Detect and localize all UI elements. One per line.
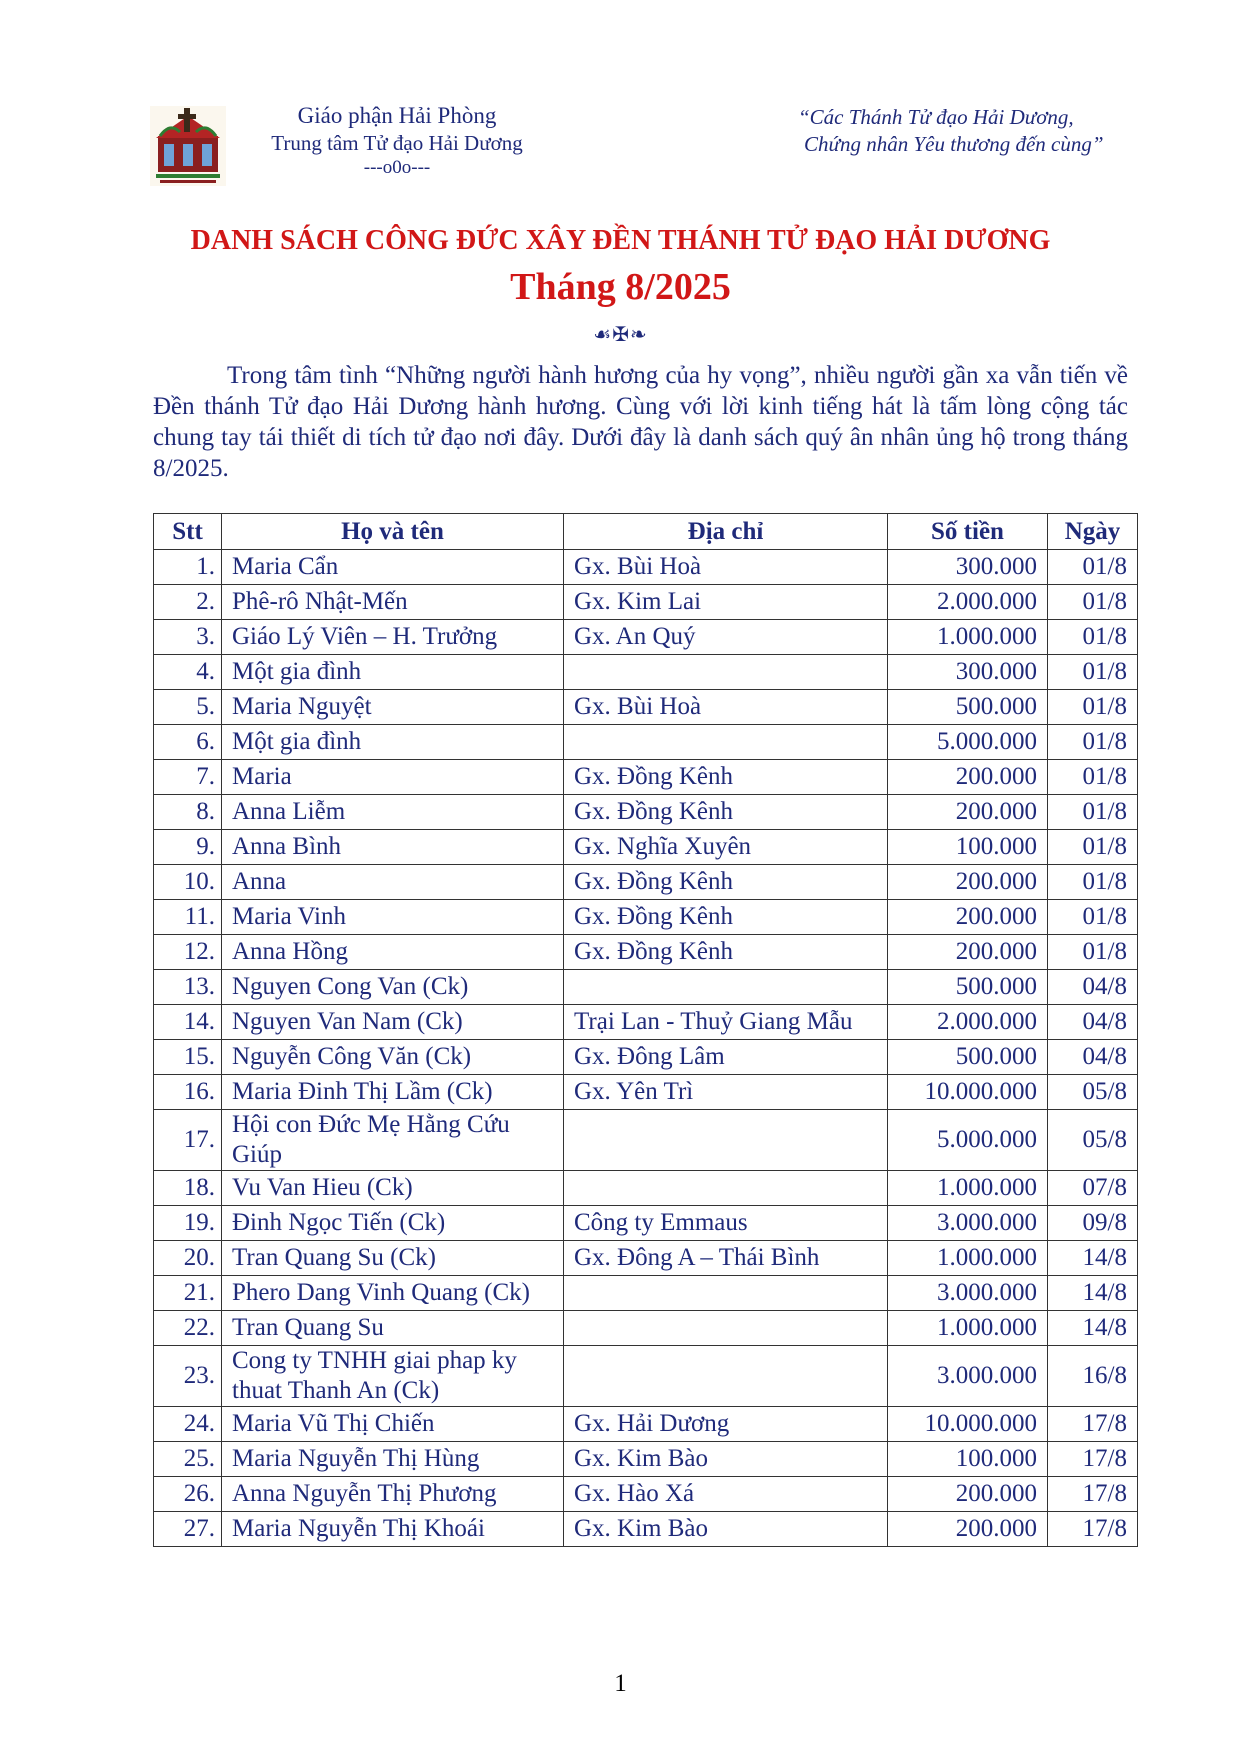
row-number: 27. — [154, 1512, 222, 1547]
donation-date: 01/8 — [1048, 585, 1138, 620]
donation-amount: 200.000 — [888, 1512, 1048, 1547]
table-row — [154, 935, 1138, 970]
donation-amount: 3.000.000 — [888, 1276, 1048, 1311]
donation-amount: 200.000 — [888, 865, 1048, 900]
row-number: 3. — [154, 620, 222, 655]
donation-date: 01/8 — [1048, 690, 1138, 725]
donor-address: Gx. Đông A – Thái Bình — [564, 1241, 888, 1276]
donation-date: 01/8 — [1048, 655, 1138, 690]
donor-name: Một gia đình — [222, 655, 564, 690]
row-number: 14. — [154, 1005, 222, 1040]
donation-amount: 5.000.000 — [888, 1110, 1048, 1171]
donor-address: Gx. Hào Xá — [564, 1477, 888, 1512]
donation-amount: 100.000 — [888, 830, 1048, 865]
table-row — [154, 690, 1138, 725]
donor-name: Anna Liễm — [222, 795, 564, 830]
row-number: 11. — [154, 900, 222, 935]
donation-amount: 200.000 — [888, 935, 1048, 970]
table-row — [154, 550, 1138, 585]
table-header-row — [154, 514, 1138, 550]
row-number: 16. — [154, 1075, 222, 1110]
donor-address: Gx. Hải Dương — [564, 1407, 888, 1442]
donor-address: Gx. Bùi Hoà — [564, 690, 888, 725]
donation-date: 04/8 — [1048, 1005, 1138, 1040]
donation-date: 01/8 — [1048, 550, 1138, 585]
donor-name: Đinh Ngọc Tiến (Ck) — [222, 1206, 564, 1241]
table-row — [154, 1005, 1138, 1040]
document-title: DANH SÁCH CÔNG ĐỨC XÂY ĐỀN THÁNH TỬ ĐẠO HẢI DƯƠNG — [190, 225, 1051, 256]
donor-name: Nguyễn Công Văn (Ck) — [222, 1040, 564, 1075]
donation-date: 01/8 — [1048, 795, 1138, 830]
table-row — [154, 1075, 1138, 1110]
table-row — [154, 1171, 1138, 1206]
donation-amount: 200.000 — [888, 795, 1048, 830]
donation-amount: 2.000.000 — [888, 1005, 1048, 1040]
donor-name: Nguyen Cong Van (Ck) — [222, 970, 564, 1005]
table-row — [154, 1512, 1138, 1547]
donor-address: Gx. Đồng Kênh — [564, 760, 888, 795]
table-row — [154, 620, 1138, 655]
header-organization — [150, 102, 550, 192]
row-number: 25. — [154, 1442, 222, 1477]
row-number: 18. — [154, 1171, 222, 1206]
donor-name: Phê-rô Nhật-Mến — [222, 585, 564, 620]
donor-rows — [154, 550, 1138, 1547]
donation-date: 17/8 — [1048, 1407, 1138, 1442]
donor-name: Maria Nguyễn Thị Khoái — [222, 1512, 564, 1547]
row-number: 10. — [154, 865, 222, 900]
header-name: Họ và tên — [222, 514, 564, 550]
donation-amount: 100.000 — [888, 1442, 1048, 1477]
ornament-divider: ☙✠❧ — [593, 324, 648, 346]
org-diocese: Giáo phận Hải Phòng — [297, 103, 497, 128]
donor-address — [564, 655, 888, 690]
donation-amount: 200.000 — [888, 760, 1048, 795]
table-row — [154, 1241, 1138, 1276]
table-row — [154, 725, 1138, 760]
donation-date: 05/8 — [1048, 1110, 1138, 1171]
donor-address: Gx. Đồng Kênh — [564, 900, 888, 935]
organization-block — [242, 102, 552, 180]
donor-name: Một gia đình — [222, 725, 564, 760]
donation-amount: 200.000 — [888, 900, 1048, 935]
row-number: 20. — [154, 1241, 222, 1276]
donation-amount: 1.000.000 — [888, 1241, 1048, 1276]
table-row — [154, 1110, 1138, 1171]
header-date: Ngày — [1048, 514, 1138, 550]
row-number: 15. — [154, 1040, 222, 1075]
donor-address — [564, 1276, 888, 1311]
donation-amount: 300.000 — [888, 550, 1048, 585]
donor-address: Gx. Kim Bào — [564, 1442, 888, 1477]
donation-date: 01/8 — [1048, 830, 1138, 865]
donor-address — [564, 1346, 888, 1407]
donation-date: 05/8 — [1048, 1075, 1138, 1110]
intro-paragraph: Trong tâm tình “Những người hành hương của hy vọng”, nhiều người gần xa vẫn tiến về Đền thánh Tử đạo Hải Dương hành hương. Cùng với lời kinh tiếng hát là tấm lòng cộng tác chung tay tái thiết di tích tử đạo nơi đây. Dưới đây là danh sách quý ân nhân ủng hộ trong tháng 8/2025. — [153, 362, 1128, 482]
donor-name: Anna Bình — [222, 830, 564, 865]
row-number: 21. — [154, 1276, 222, 1311]
donor-name: Maria Nguyễn Thị Hùng — [222, 1442, 564, 1477]
donation-date: 07/8 — [1048, 1171, 1138, 1206]
donation-date: 17/8 — [1048, 1512, 1138, 1547]
table-row — [154, 1040, 1138, 1075]
row-number: 19. — [154, 1206, 222, 1241]
donor-address: Gx. Kim Bào — [564, 1512, 888, 1547]
donation-amount: 2.000.000 — [888, 585, 1048, 620]
donation-date: 14/8 — [1048, 1276, 1138, 1311]
donor-name: Vu Van Hieu (Ck) — [222, 1171, 564, 1206]
table-row — [154, 1407, 1138, 1442]
table-row — [154, 585, 1138, 620]
donation-date: 16/8 — [1048, 1346, 1138, 1407]
donor-address: Gx. Đồng Kênh — [564, 865, 888, 900]
donation-date: 01/8 — [1048, 620, 1138, 655]
donation-date: 17/8 — [1048, 1442, 1138, 1477]
donor-address — [564, 1110, 888, 1171]
header-amount: Số tiền — [888, 514, 1048, 550]
row-number: 6. — [154, 725, 222, 760]
table-row — [154, 1346, 1138, 1407]
donor-name: Maria Nguyệt — [222, 690, 564, 725]
donor-name: Cong ty TNHH giai phap ky thuat Thanh An (Ck) — [222, 1346, 564, 1407]
donor-address: Trại Lan - Thuỷ Giang Mẫu — [564, 1005, 888, 1040]
row-number: 4. — [154, 655, 222, 690]
donor-name: Phero Dang Vinh Quang (Ck) — [222, 1276, 564, 1311]
row-number: 7. — [154, 760, 222, 795]
row-number: 26. — [154, 1477, 222, 1512]
quote-line-2: Chứng nhân Yêu thương đến cùng” — [804, 132, 1104, 156]
donation-date: 01/8 — [1048, 865, 1138, 900]
row-number: 9. — [154, 830, 222, 865]
donor-name: Anna — [222, 865, 564, 900]
donor-name: Hội con Đức Mẹ Hằng Cứu Giúp — [222, 1110, 564, 1171]
donation-date: 14/8 — [1048, 1311, 1138, 1346]
donor-address: Gx. Đồng Kênh — [564, 935, 888, 970]
donation-amount: 10.000.000 — [888, 1407, 1048, 1442]
donor-name: Nguyen Van Nam (Ck) — [222, 1005, 564, 1040]
donor-address: Gx. Đồng Kênh — [564, 795, 888, 830]
row-number: 22. — [154, 1311, 222, 1346]
header-stt: Stt — [154, 514, 222, 550]
donation-amount: 1.000.000 — [888, 1311, 1048, 1346]
donor-name: Maria Vũ Thị Chiến — [222, 1407, 564, 1442]
row-number: 24. — [154, 1407, 222, 1442]
row-number: 12. — [154, 935, 222, 970]
donor-address: Gx. Đông Lâm — [564, 1040, 888, 1075]
donor-name: Maria — [222, 760, 564, 795]
donor-name: Maria Đinh Thị Lầm (Ck) — [222, 1075, 564, 1110]
donation-amount: 1.000.000 — [888, 620, 1048, 655]
donor-address — [564, 725, 888, 760]
donor-address — [564, 970, 888, 1005]
table-row — [154, 760, 1138, 795]
row-number: 13. — [154, 970, 222, 1005]
donation-date: 04/8 — [1048, 1040, 1138, 1075]
donor-address: Gx. An Quý — [564, 620, 888, 655]
donor-name: Anna Hồng — [222, 935, 564, 970]
donation-amount: 500.000 — [888, 1040, 1048, 1075]
donation-amount: 300.000 — [888, 655, 1048, 690]
table-row — [154, 1311, 1138, 1346]
donor-name: Giáo Lý Viên – H. Trưởng — [222, 620, 564, 655]
donation-amount: 500.000 — [888, 690, 1048, 725]
row-number: 1. — [154, 550, 222, 585]
donation-date: 01/8 — [1048, 900, 1138, 935]
table-row — [154, 1442, 1138, 1477]
donor-name: Anna Nguyễn Thị Phương — [222, 1477, 564, 1512]
table-row — [154, 1206, 1138, 1241]
donor-name: Maria Vinh — [222, 900, 564, 935]
table-row — [154, 900, 1138, 935]
donation-date: 14/8 — [1048, 1241, 1138, 1276]
table-row — [154, 655, 1138, 690]
donor-name: Tran Quang Su (Ck) — [222, 1241, 564, 1276]
donor-table — [153, 513, 1138, 1547]
table-row — [154, 830, 1138, 865]
donation-amount: 1.000.000 — [888, 1171, 1048, 1206]
donation-amount: 500.000 — [888, 970, 1048, 1005]
row-number: 5. — [154, 690, 222, 725]
donor-address: Công ty Emmaus — [564, 1206, 888, 1241]
table-row — [154, 1276, 1138, 1311]
donation-date: 01/8 — [1048, 760, 1138, 795]
row-number: 2. — [154, 585, 222, 620]
donation-amount: 10.000.000 — [888, 1075, 1048, 1110]
donation-date: 04/8 — [1048, 970, 1138, 1005]
donation-amount: 200.000 — [888, 1477, 1048, 1512]
row-number: 8. — [154, 795, 222, 830]
church-logo-icon — [150, 106, 226, 186]
header-address: Địa chỉ — [564, 514, 888, 550]
donation-date: 01/8 — [1048, 725, 1138, 760]
header-quote — [760, 104, 1140, 158]
donor-address: Gx. Yên Trì — [564, 1075, 888, 1110]
donor-address: Gx. Bùi Hoà — [564, 550, 888, 585]
donor-address: Gx. Kim Lai — [564, 585, 888, 620]
donation-amount: 5.000.000 — [888, 725, 1048, 760]
quote-line-1: “Các Thánh Tử đạo Hải Dương, — [798, 105, 1074, 129]
table-row — [154, 795, 1138, 830]
donor-address: Gx. Nghĩa Xuyên — [564, 830, 888, 865]
donor-name: Maria Cẩn — [222, 550, 564, 585]
org-separator: ---o0o--- — [363, 157, 431, 178]
table-row — [154, 865, 1138, 900]
donation-amount: 3.000.000 — [888, 1346, 1048, 1407]
row-number: 17. — [154, 1110, 222, 1171]
document-subtitle-month: Tháng 8/2025 — [510, 266, 731, 308]
table-row — [154, 970, 1138, 1005]
org-center: Trung tâm Tử đạo Hải Dương — [271, 131, 523, 155]
page-number: 1 — [614, 1670, 627, 1697]
donor-name: Tran Quang Su — [222, 1311, 564, 1346]
row-number: 23. — [154, 1346, 222, 1407]
donation-date: 17/8 — [1048, 1477, 1138, 1512]
donation-date: 09/8 — [1048, 1206, 1138, 1241]
donation-amount: 3.000.000 — [888, 1206, 1048, 1241]
donor-address — [564, 1171, 888, 1206]
donation-date: 01/8 — [1048, 935, 1138, 970]
table-row — [154, 1477, 1138, 1512]
donor-address — [564, 1311, 888, 1346]
